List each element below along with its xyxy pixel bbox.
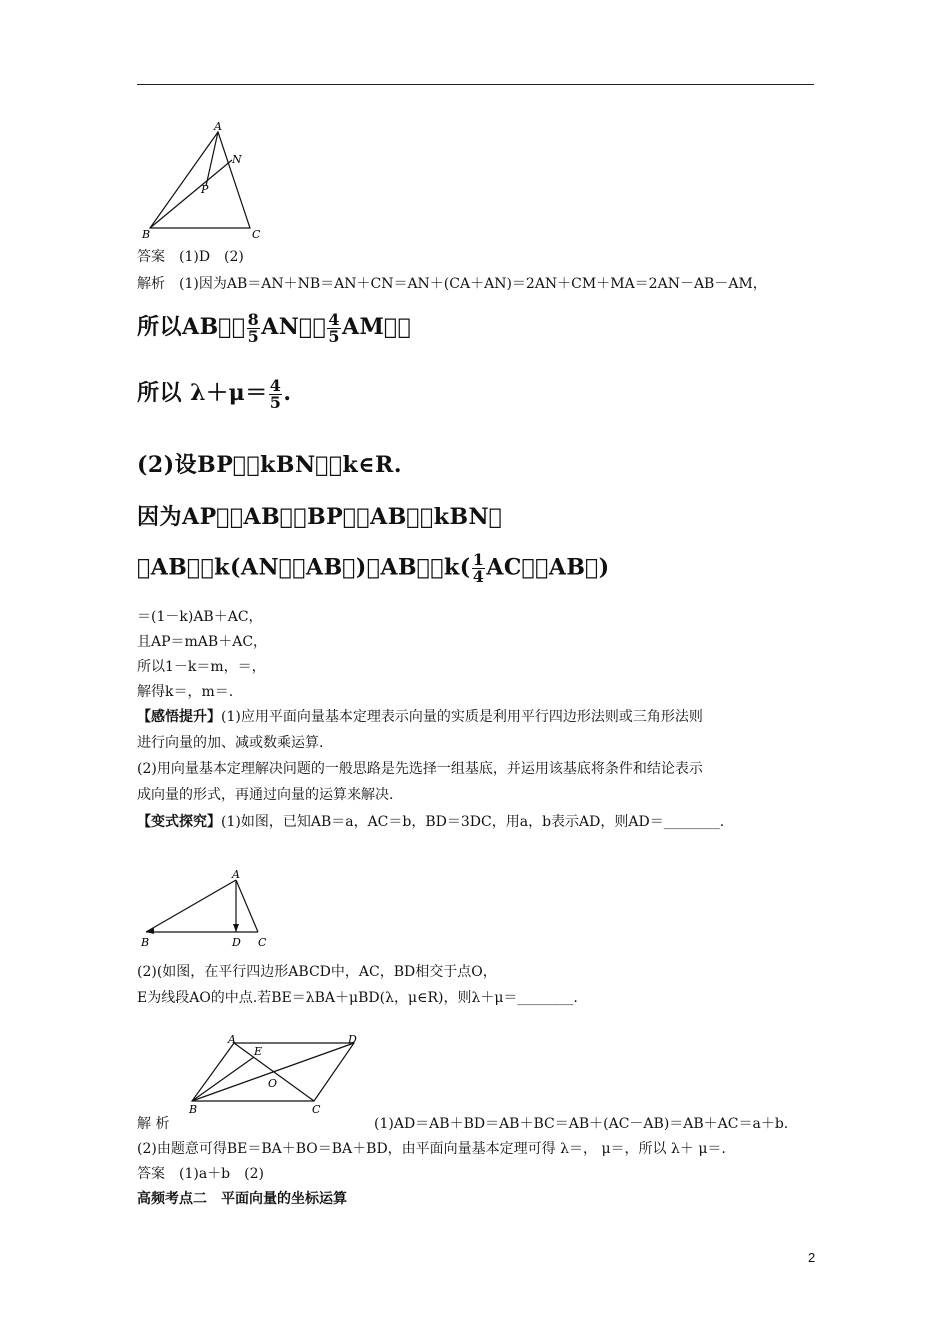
- figure-triangle-anp: [140, 122, 270, 242]
- section-title: 高频考点二 平面向量的坐标运算: [137, 1191, 347, 1207]
- line-4: 解得k＝，m＝.: [137, 684, 234, 700]
- equation-4: 因为AP⃗＝AB⃗＋BP⃗＝AB⃗＋kBN⃗: [137, 504, 503, 530]
- analysis-1: 解析 (1)因为AB＝AN＋NB＝AN＋CN＝AN＋(CA＋AN)＝2AN＋CM＋MA＝2AN－AB－AM，: [137, 276, 767, 292]
- label-d: D: [348, 1033, 357, 1046]
- answer-1: 答案 (1)D (2): [137, 249, 244, 265]
- label-c: C: [258, 936, 267, 949]
- analysis-2-text: (1)AD＝AB＋BD＝AB＋BC＝AB＋(AC－AB)＝AB＋AC＝a＋b.: [374, 1116, 789, 1132]
- insight-1a: 【感悟提升】(1)应用平面向量基本定理表示向量的实质是利用平行四边形法则或三角形法则: [137, 709, 703, 725]
- insight-1b: 进行向量的加、减或数乘运算.: [137, 735, 324, 751]
- equation-1: 所以AB⃗＝ $\frac{8}{5}$ AN⃗－ $\frac{4}{5}$ AM⃗，: [137, 309, 412, 346]
- line-2: 且AP＝mAB＋AC，: [137, 634, 268, 650]
- label-e: E: [254, 1045, 263, 1058]
- label-b: B: [142, 228, 151, 241]
- label-a: A: [228, 1033, 236, 1046]
- variant-2b: E为线段AO的中点.若BE＝λBA＋μBD(λ，μ∈R)，则λ＋μ＝________.: [137, 990, 578, 1006]
- label-c: C: [312, 1103, 321, 1116]
- analysis-2-label: 解 析: [137, 1116, 170, 1132]
- equation-2: 所以 λ＋μ＝ $\frac{4}{5}$ .: [137, 375, 292, 412]
- page-number: 2: [808, 1250, 816, 1265]
- label-a: A: [214, 120, 222, 133]
- label-a: A: [232, 868, 240, 881]
- label-o: O: [268, 1077, 278, 1090]
- label-b: B: [141, 936, 150, 949]
- insight-2a: (2)用向量基本定理解决问题的一般思路是先选择一组基底，并运用该基底将条件和结论表示: [137, 761, 703, 777]
- header-rule: [137, 84, 814, 85]
- analysis-2b: (2)由题意可得BE＝BA＋BO＝BA＋BD，由平面向量基本定理可得 λ＝， μ＝，所以 λ＋ μ＝.: [137, 1141, 726, 1157]
- insight-2b: 成向量的形式，再通过向量的运算来解决.: [137, 787, 394, 803]
- answer-2: 答案 (1)a＋b (2): [137, 1166, 264, 1182]
- figure-triangle-abdc: [138, 868, 278, 953]
- line-3: 所以1－k＝m，＝，: [137, 659, 266, 675]
- label-c: C: [252, 228, 261, 241]
- equation-3: (2)设BP⃗＝kBN⃗，k∈R.: [137, 452, 402, 478]
- label-b: B: [189, 1103, 198, 1116]
- label-n: N: [232, 153, 242, 166]
- equation-5: ＝AB⃗＋k(AN⃗－AB⃗)＝AB⃗＋k( $\frac{1}{4}$ AC⃗－AB⃗): [137, 550, 610, 586]
- label-p: P: [201, 183, 209, 196]
- figure-parallelogram: [186, 1033, 366, 1118]
- label-d: D: [232, 936, 241, 949]
- line-1: ＝(1－k)AB＋AC，: [137, 609, 263, 625]
- variant-2a: (2)(如图，在平行四边形ABCD中，AC，BD相交于点O，: [137, 964, 497, 980]
- variant-1: 【变式探究】(1)如图，已知AB＝a，AC＝b，BD＝3DC，用a，b表示AD，则AD＝________.: [137, 814, 725, 830]
